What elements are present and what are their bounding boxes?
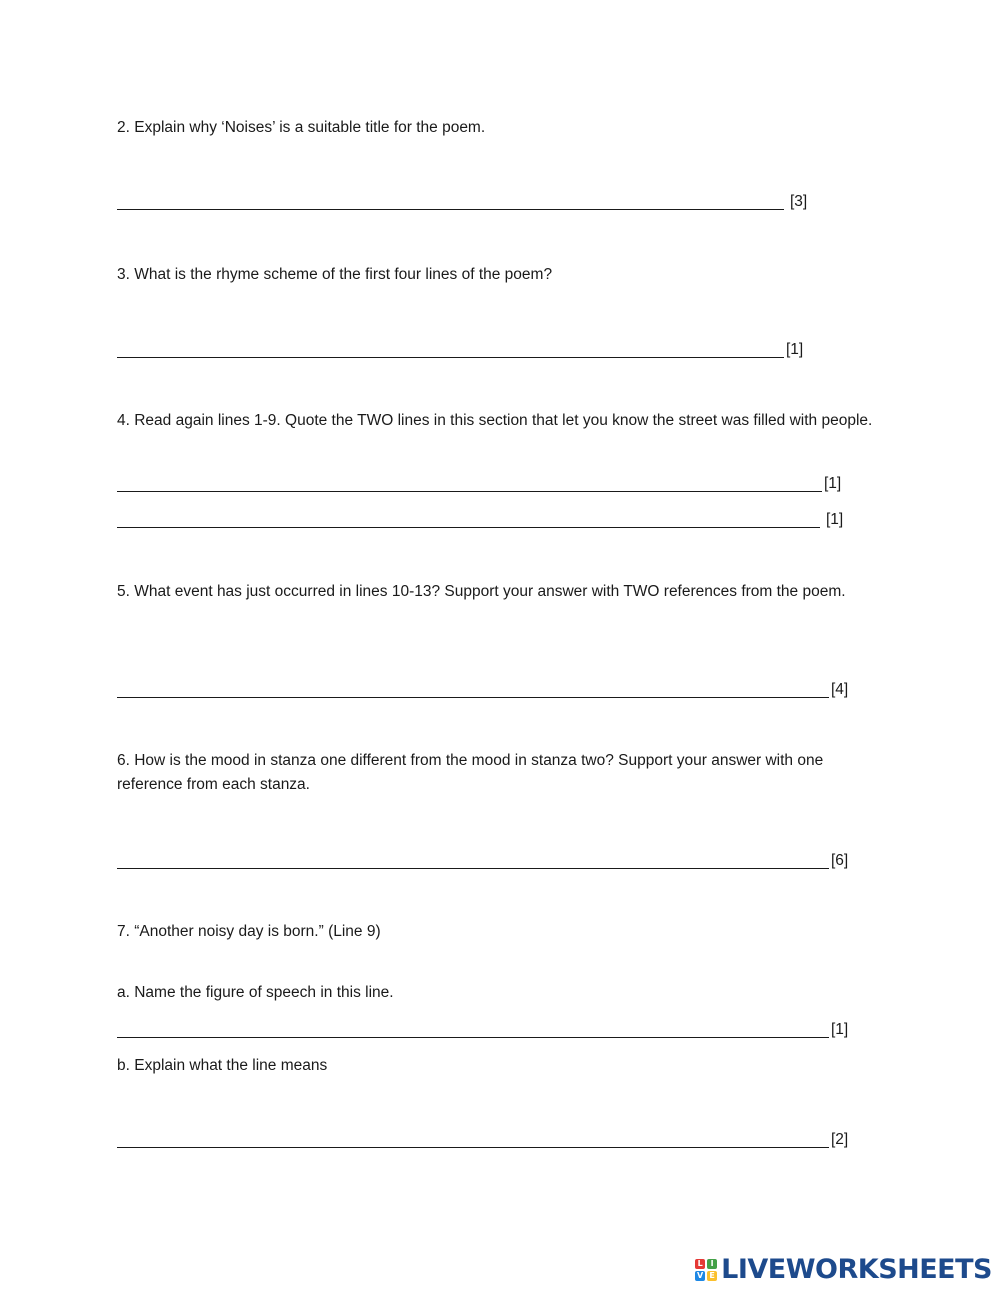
question-7a-mark: [1] [831,1021,849,1038]
logo-icon-tile: E [707,1271,717,1281]
liveworksheets-logo [695,1254,992,1286]
question-6-text: 6. How is the mood in stanza one different from the mood in stanza two? Support your answer with one reference from each stanza. [117,752,824,793]
logo-icon-tile: I [707,1259,717,1269]
question-6-mark: [6] [831,852,849,869]
question-7b-answer[interactable] [117,1126,848,1148]
question-4-answer-1[interactable] [117,470,841,492]
question-2-text: 2. Explain why ‘Noises’ is a suitable title for the poem. [117,119,486,136]
answer-line[interactable] [117,510,820,528]
answer-line[interactable] [117,1020,829,1038]
question-2-answer[interactable] [117,188,807,210]
answer-line[interactable] [117,680,829,698]
question-7b-text: b. Explain what the line means [117,1057,328,1074]
question-4-answer-2[interactable] [117,506,843,528]
logo-icon-tile: V [697,1271,704,1280]
question-4-text: 4. Read again lines 1-9. Quote the TWO lines in this section that let you know the street was filled with people. [117,412,873,429]
question-3-answer[interactable] [117,336,803,358]
question-2-mark: [3] [790,193,808,210]
question-4-mark-1: [1] [824,475,842,492]
answer-line[interactable] [117,474,822,492]
question-7-text: 7. “Another noisy day is born.” (Line 9) [117,923,381,940]
question-3-text: 3. What is the rhyme scheme of the first four lines of the poem? [117,266,553,283]
question-7a-answer[interactable] [117,1016,848,1038]
liveworksheets-logo-icon [695,1259,717,1281]
question-5-answer[interactable] [117,676,848,698]
answer-line[interactable] [117,192,784,210]
question-3-mark: [1] [786,341,804,358]
answer-line[interactable] [117,340,784,358]
question-7b-mark: [2] [831,1131,849,1148]
logo-icon-tile: L [695,1259,705,1269]
question-4-mark-2: [1] [826,511,844,528]
question-5-mark: [4] [831,681,849,698]
answer-line[interactable] [117,1130,829,1148]
question-6-answer[interactable] [117,847,848,869]
question-5-text: 5. What event has just occurred in lines 10-13? Support your answer with TWO references from the poem. [117,583,846,600]
liveworksheets-logo-text: LIVEWORKSHEETS [721,1254,992,1285]
answer-line[interactable] [117,851,829,869]
question-7a-text: a. Name the figure of speech in this line. [117,984,394,1001]
